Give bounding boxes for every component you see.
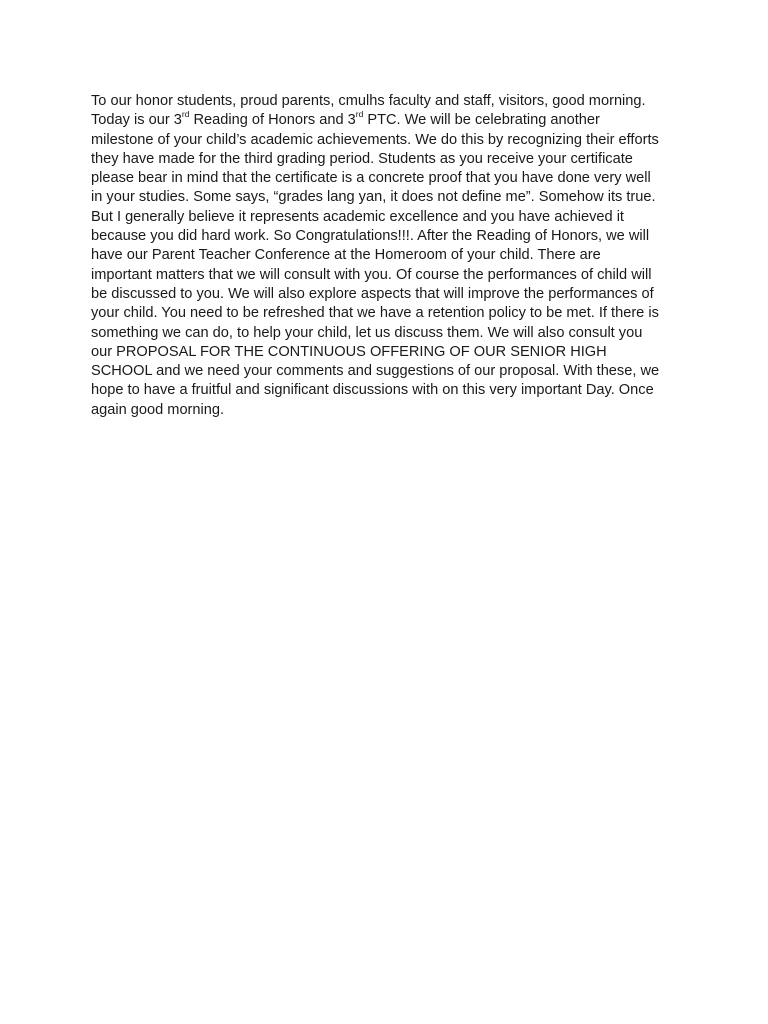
ordinal-superscript: rd [181, 109, 190, 120]
text-line: they have made for the third grading period. Students as you receive your certificate [91, 150, 633, 167]
text-line: be discussed to you. We will also explore aspects that will improve the performances of [91, 285, 654, 302]
text-line: hope to have a fruitful and significant discussions with on this very important Day. Once [91, 382, 654, 399]
text-line: our PROPOSAL FOR THE CONTINUOUS OFFERING OF OUR SENIOR HIGH [91, 343, 607, 360]
text-line: something we can do, to help your child, let us discuss them. We will also consult you [91, 324, 643, 341]
text-segment: Today is our 3 [91, 112, 182, 129]
body-paragraph [91, 92, 691, 420]
text-line: because you did hard work. So Congratulations!!!. After the Reading of Honors, we will [91, 228, 650, 245]
text-line [91, 111, 691, 130]
ordinal-superscript: rd [355, 109, 364, 120]
text-segment: PTC. We will be celebrating another [363, 112, 600, 129]
text-line: your child. You need to be refreshed that we have a retention policy to be met. If there is [91, 305, 659, 322]
text-line: please bear in mind that the certificate is a concrete proof that you have done very well [91, 170, 651, 187]
text-line: But I generally believe it represents academic excellence and you have achieved it [91, 208, 624, 225]
text-line: SCHOOL and we need your comments and suggestions of our proposal. With these, we [91, 363, 660, 380]
text-line: To our honor students, proud parents, cmulhs faculty and staff, visitors, good morning. [91, 93, 646, 109]
text-line: again good morning. [91, 401, 225, 418]
text-segment: Reading of Honors and 3 [189, 112, 356, 129]
text-line: milestone of your child’s academic achievements. We do this by recognizing their efforts [91, 131, 659, 148]
text-line: have our Parent Teacher Conference at the Homeroom of your child. There are [91, 247, 601, 264]
text-line: important matters that we will consult with you. Of course the performances of child will [91, 266, 652, 283]
text-line: in your studies. Some says, “grades lang yan, it does not define me”. Somehow its true. [91, 189, 656, 206]
